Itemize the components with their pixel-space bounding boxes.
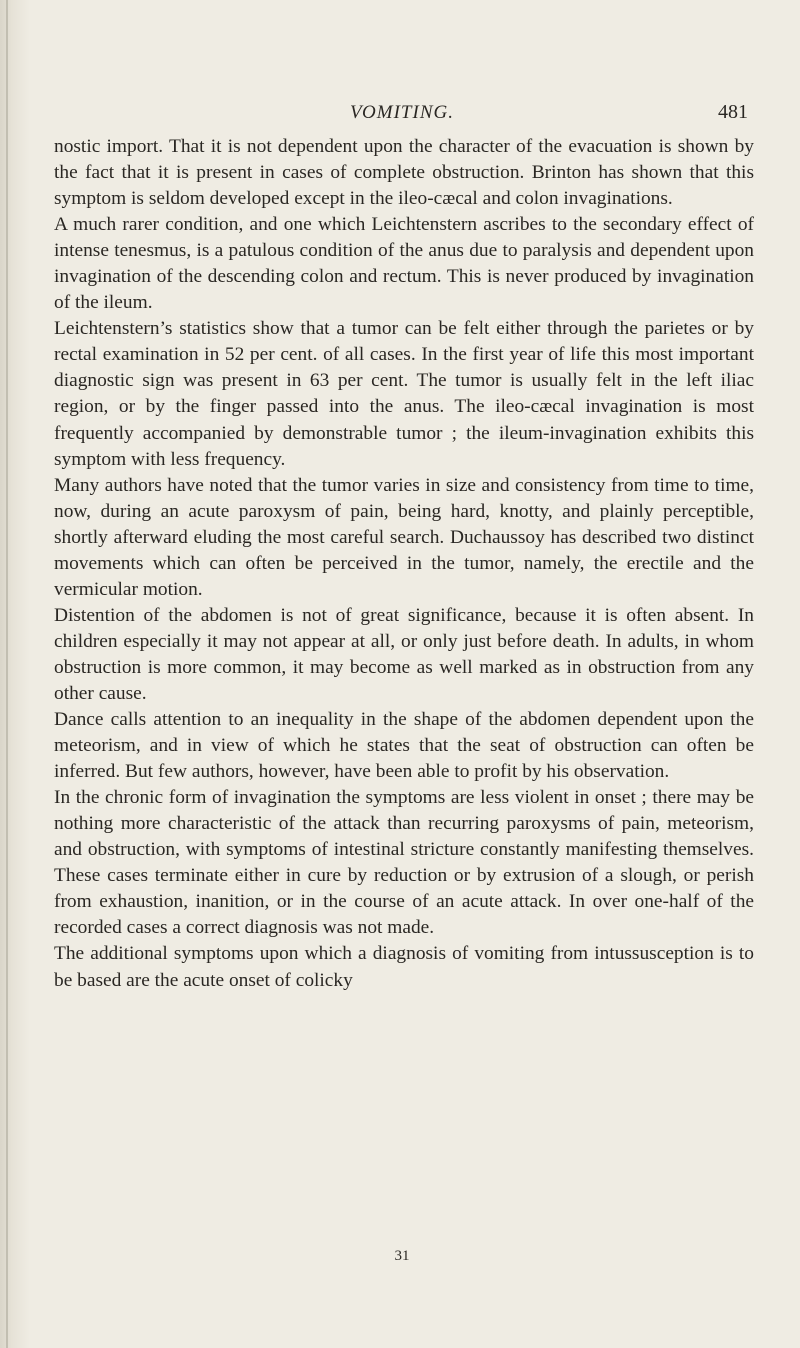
paragraph: Many authors have noted that the tumor varies in size and consistency from time to time, now, during an acute paroxysm of pain, being hard, knotty, and plainly perceptible, shortly afterward eluding the most careful search. Duchaussoy has described two distinct movements which can often be perceived in the tumor, namely, the erectile and the vermicular motion. <box>54 474 754 600</box>
paragraph: In the chronic form of invagination the symptoms are less violent in onset ; there may be nothing more characteristic of the attack than recurring paroxysms of pain, meteorism, and obstruction, with symptoms of intestinal stricture constantly manifesting themselves. These cases terminate either in cure by reduction or by extrusion of a slough, or perish from exhaustion, inanition, or in the course of an acute attack. In over one-half of the recorded cases a correct diagnosis was not made. <box>54 787 754 939</box>
paragraph: Distention of the abdomen is not of great significance, because it is often absent. In children especially it may not appear at all, or only just before death. In adults, in whom obstruction is more common, it may become as well marked as in obstruction from any other cause. <box>54 604 754 704</box>
running-title: VOMITING. <box>350 102 454 123</box>
paragraph: Dance calls attention to an inequality in the shape of the abdomen dependent upon the meteorism, and in view of which he states that the seat of obstruction can often be inferred. But few authors, however, have been able to profit by his observation. <box>54 709 754 783</box>
paragraph: The additional symptoms upon which a diagnosis of vomiting from intussusception is to be based are the acute onset of colicky <box>54 943 754 991</box>
body-text <box>54 134 754 994</box>
binding-edge <box>6 0 8 1348</box>
paragraph: Leichtenstern’s statistics show that a tumor can be felt either through the parietes or by rectal examination in 52 per cent. of all cases. In the first year of life this most important diagnostic sign was present in 63 per cent. The tumor is usually felt in the left iliac region, or by the finger passed into the anus. The ileo-cæcal invagination is most frequently accompanied by demonstrable tumor ; the ileum-invagination exhibits this symptom with less frequency. <box>54 318 754 470</box>
page-gutter-shadow <box>0 0 30 1348</box>
signature-mark: 31 <box>394 1248 410 1264</box>
paragraph: nostic import. That it is not dependent upon the character of the evacuation is shown by the fact that it is present in cases of complete obstruction. Brinton has shown that this symptom is seldom developed except in the ileo-cæcal and colon invaginations. <box>54 136 754 210</box>
page-header <box>54 99 750 131</box>
paragraph: A much rarer condition, and one which Leichtenstern ascribes to the secondary effect of intense tenesmus, is a patulous condition of the anus due to paralysis and dependent upon invagination of the descending colon and rectum. This is never produced by invagination of the ileum. <box>54 214 754 314</box>
page-number: 481 <box>718 101 748 123</box>
